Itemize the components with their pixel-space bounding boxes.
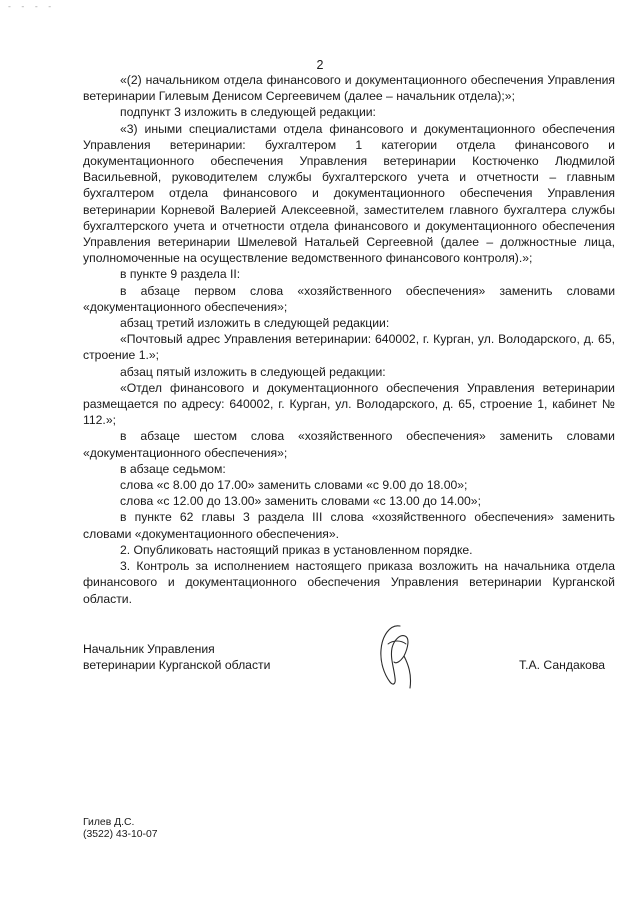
paragraph-abzac-7-heading: в абзаце седьмом:	[120, 461, 226, 476]
paragraph-point-9-heading: в пункте 9 раздела II:	[120, 267, 241, 282]
paragraph-control: 3. Контроль за исполнением настоящего приказа возложить на начальника отдела финансового и документационного обеспечения Управления ветеринарии Курганской области.	[83, 559, 615, 606]
paragraph-abzac-5-heading: абзац пятый изложить в следующей редакции:	[120, 364, 386, 379]
page-number: 2	[316, 58, 324, 72]
signer-position-line-1: Начальник Управления	[83, 642, 215, 656]
paragraph-hours-work: слова «с 8.00 до 17.00» заменить словами «с 9.00 до 18.00»;	[120, 478, 468, 493]
handwritten-signature	[360, 622, 430, 692]
paragraph-item-2: «(2) начальником отдела финансового и документационного обеспечения Управления ветеринарии Гилевым Денисом Сергеевичем (далее – начальник отдела);»;	[83, 73, 615, 104]
paragraph-hours-break: слова «с 12.00 до 13.00» заменить словами «с 13.00 до 14.00»;	[120, 494, 481, 509]
paragraph-office-address: «Отдел финансового и документационного обеспечения Управления ветеринарии размещается по адресу: 640002, г. Курган, ул. Володарского, д. 65, строение 1, кабинет № 112.»;	[83, 380, 615, 428]
paragraph-abzac-3-heading: абзац третий изложить в следующей редакции:	[120, 316, 390, 331]
paragraph-abzac-6: в абзаце шестом слова «хозяйственного обеспечения» заменить словами «документационного обеспечения»;	[83, 429, 615, 460]
paragraph-item-3: «3) иными специалистами отдела финансового и документационного обеспечения Управления ветеринарии: бухгалтером 1 категории отдела финансового и документационного обеспечения Управления ветеринарии Костюченко Людмилой Васильевной, руководителем службы бухгалтерского учета и отчетности – главным бухгалтером отдела финансового и документационного обеспечения Управления ветеринарии Корневой Валерией Алексеевной, заместителем главного бухгалтера службы бухгалтерского учета и отчетности отдела финансового и документационного обеспечения Управления ветеринарии Шмелевой Натальей Сергеевной (далее – должностные лица, уполномоченные на осуществление ведомственного финансового контроля).»;	[83, 121, 615, 266]
executor-name: Гилев Д.С.	[83, 817, 135, 828]
executor-info	[83, 817, 158, 842]
document-body	[83, 72, 615, 607]
paragraph-abzac-1: в абзаце первом слова «хозяйственного обеспечения» заменить словами «документационного обеспечения»;	[83, 283, 615, 314]
paragraph-subpoint-3-heading: подпункт 3 изложить в следующей редакции:	[120, 105, 376, 120]
scan-corner-marks: - - - -	[8, 2, 56, 11]
signer-position-line-2: ветеринарии Курганской области	[83, 658, 271, 673]
paragraph-postal-address: «Почтовый адрес Управления ветеринарии: 640002, г. Курган, ул. Володарского, д. 65, строение 1.»;	[83, 332, 615, 363]
paragraph-publish: 2. Опубликовать настоящий приказ в установленном порядке.	[120, 542, 473, 557]
signer-name: Т.А. Сандакова	[519, 658, 606, 672]
signer-position	[83, 641, 270, 673]
executor-phone: (3522) 43-10-07	[83, 829, 158, 841]
paragraph-point-62: в пункте 62 главы 3 раздела III слова «хозяйственного обеспечения» заменить словами «документационного обеспечения».	[83, 510, 615, 541]
